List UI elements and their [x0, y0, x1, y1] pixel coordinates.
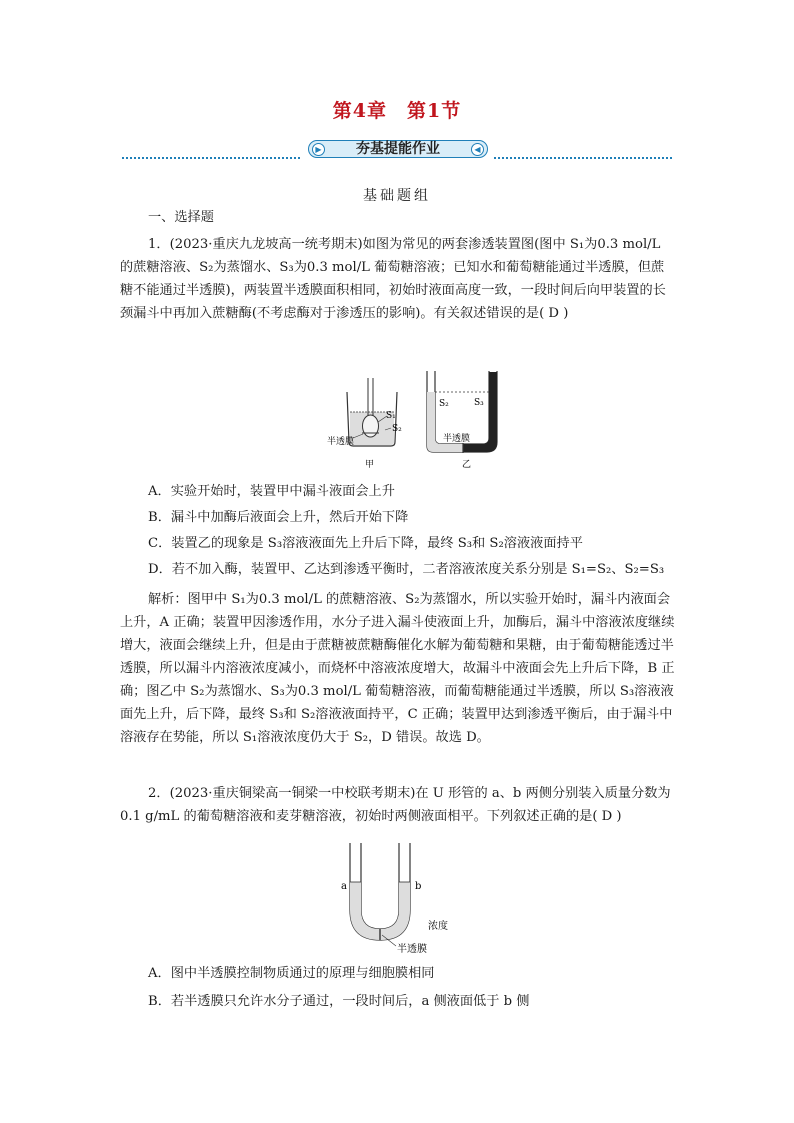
membrane-label-left: 半透膜: [327, 437, 355, 447]
question-2-stem: 2．(2023·重庆铜梁高一铜梁一中校联考期末)在 U 形管的 a、b 两侧分别装入质量分数为0.1 g/mL 的葡萄糖溶液和麦芽糖溶液，初始时两侧液面相平。下列叙述正确的是( D ): [120, 786, 671, 824]
question-2-option-b: B．若半透膜只允许水分子通过，一段时间后，a 侧液面低于 b 侧: [148, 994, 530, 1009]
caption-jia: 甲: [365, 460, 375, 470]
u-tube: [350, 843, 410, 946]
banner-label: 夯基提能作业: [356, 141, 440, 157]
question-1-option-d: D．若不加入酶，装置甲、乙达到渗透平衡时，二者溶液浓度关系分别是 S₁=S₂、S₂=S₃: [148, 562, 665, 577]
section-heading: 基础题组: [363, 188, 431, 204]
banner-left-divider: [122, 157, 300, 159]
arrow-right-icon: ▶: [312, 143, 325, 156]
caption-yi: 乙: [462, 460, 472, 470]
label-concentration: 浓度: [428, 921, 448, 932]
label-s2-beaker: S₂: [392, 424, 402, 434]
question-2-option-a: A．图中半透膜控制物质通过的原理与细胞膜相同: [148, 966, 435, 981]
membrane-label: 半透膜: [397, 944, 427, 955]
section-banner: [122, 140, 672, 162]
question-1-stem: 1．(2023·重庆九龙坡高一统考期末)如图为常见的两套渗透装置图(图中 S₁为0.3 mol/L 的蔗糖溶液、S₂为蒸馏水、S₃为0.3 mol/L 葡萄糖溶液；已知水和葡萄糖能通过半透膜，但蔗糖不能通过半透膜)，两装置半透膜面积相同，初始时液面高度一致，一段时间后向甲装置的长颈漏斗中再加入蔗糖酶(不考虑酶对于渗透压的影响)。有关叙述错误的是( D ): [120, 237, 666, 321]
page-title: 第4章 第1节: [332, 100, 462, 122]
osmosis-apparatus-figure: [327, 368, 520, 478]
banner-pill: [308, 140, 488, 158]
part-heading: [120, 206, 675, 229]
question-1-option-a: A．实验开始时，装置甲中漏斗液面会上升: [148, 484, 395, 499]
question-1-analysis: 解析：图甲中 S₁为0.3 mol/L 的蔗糖溶液、S₂为蒸馏水，所以实验开始时，漏斗内液面会上升，A 正确；装置甲因渗透作用，水分子进入漏斗使液面上升，加酶后，漏斗中溶液浓度继续增大，液面会继续上升，但是由于蔗糖被蔗糖酶催化水解为葡萄糖和果糖，由于葡萄糖能透过半透膜，所以漏斗内溶液浓度减小，而烧杯中溶液浓度增大，故漏斗中液面会先上升后下降，B 正确；图乙中 S₂为蒸馏水、S₃为0.3 mol/L 葡萄糖溶液，而葡萄糖能通过半透膜，所以 S₃溶液液面先上升，后下降，最终 S₃和 S₂溶液液面持平，C 正确；装置甲达到渗透平衡后，由于漏斗中溶液存在势能，所以 S₁溶液浓度仍大于 S₂，D 错误。故选 D。: [120, 592, 675, 745]
label-s2-utube: S₂: [439, 399, 449, 409]
banner-right-divider: [494, 157, 672, 159]
part-label: 一、选择题: [148, 210, 214, 225]
label-s1: S₁: [386, 411, 396, 421]
label-s3: S₃: [474, 398, 484, 408]
question-1-option-c: C．装置乙的现象是 S₃溶液液面先上升后下降，最终 S₃和 S₂溶液液面持平: [148, 536, 583, 551]
label-a: a: [341, 881, 347, 892]
question-1-option-b: B．漏斗中加酶后液面会上升，然后开始下降: [148, 510, 409, 525]
label-b: b: [415, 881, 422, 892]
u-tube-figure: [330, 840, 490, 955]
membrane-label-right: 半透膜: [443, 434, 471, 444]
arrow-left-icon: ◀: [471, 143, 484, 156]
